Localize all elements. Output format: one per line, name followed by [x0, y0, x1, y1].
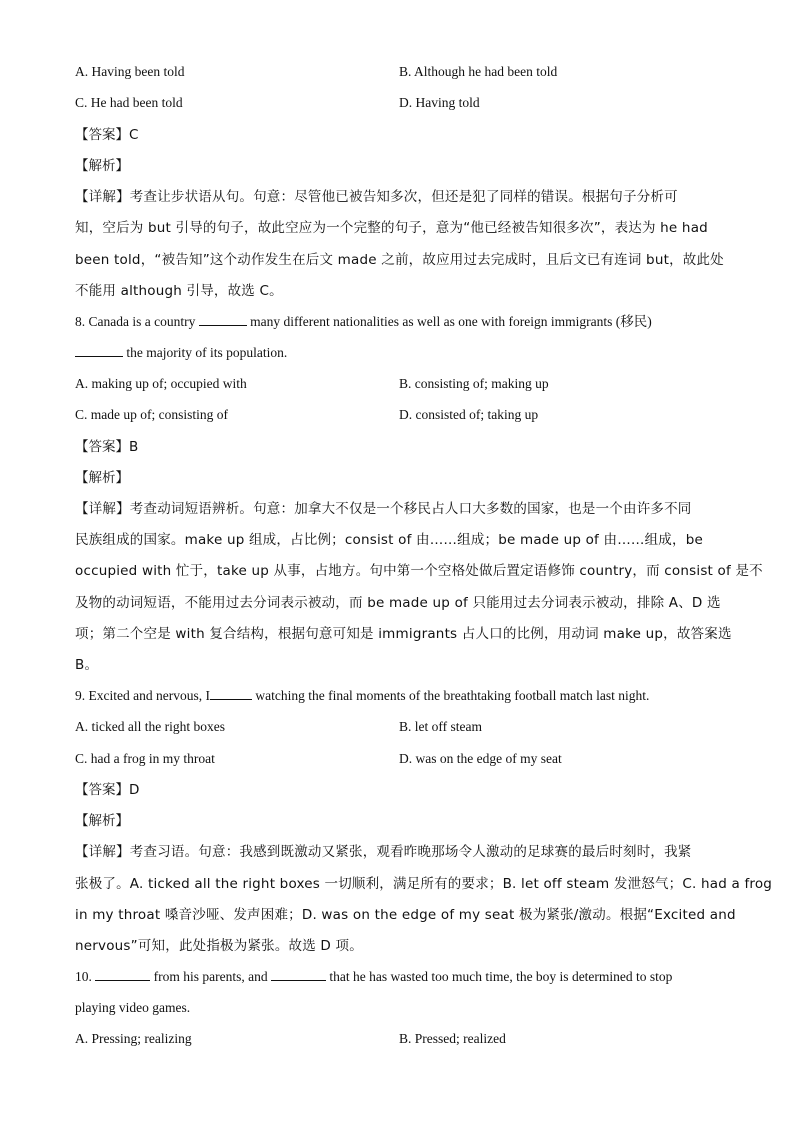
q10-stem-part: 10.: [75, 969, 96, 984]
q9-detail-line: 张极了。A. ticked all the right boxes 一切顺利，满足所有的要求；B. let off steam 发泄怒气；C. had a frog: [75, 876, 773, 892]
q8-option-c: C. made up of; consisting of: [75, 407, 228, 422]
q9-analysis-heading: 【解析】: [75, 813, 129, 829]
q8-option-d: D. consisted of; taking up: [399, 407, 539, 422]
answer-blank: [75, 343, 123, 357]
answer-blank: [199, 312, 247, 326]
answer-blank: [271, 967, 326, 981]
q8-detail-line: 项；第二个空是 with 复合结构，根据句意可知是 immigrants 占人口的比例，用动词 make up，故答案选: [75, 626, 732, 642]
q9-option-c: C. had a frog in my throat: [75, 751, 215, 766]
q9-option-d: D. was on the edge of my seat: [399, 751, 562, 766]
q8-option-b: B. consisting of; making up: [399, 376, 549, 391]
q8-detail-line: B。: [75, 657, 99, 673]
q8-stem-line-2: [75, 343, 720, 363]
q9-option-a: A. ticked all the right boxes: [75, 719, 225, 734]
q7-answer: 【答案】C: [75, 127, 139, 143]
q7-option-c: C. He had been told: [75, 95, 183, 110]
q8-analysis-heading: 【解析】: [75, 470, 129, 486]
q9-detail-line: in my throat 嗓音沙哑、发声困难；D. was on the edge of my seat 极为紧张/激动。根据“Excited and: [75, 907, 736, 923]
q8-detail-line: 民族组成的国家。make up 组成，占比例；consist of 由……组成；be made up of 由……组成，be: [75, 532, 703, 548]
q8-answer: 【答案】B: [75, 439, 139, 455]
answer-blank: [95, 967, 150, 981]
q10-stem-line-2: playing video games.: [75, 1000, 191, 1015]
q8-stem-line-1: [75, 312, 720, 332]
q8-stem-part: 8. Canada is a country: [75, 314, 199, 329]
q10-option-a: A. Pressing; realizing: [75, 1031, 192, 1046]
q10-stem-part: that he has wasted too much time, the boy is determined to stop: [325, 969, 673, 984]
q7-option-a: A. Having been told: [75, 64, 185, 79]
q8-stem-part: many different nationalities as well as one with foreign immigrants (移民): [246, 314, 652, 329]
q8-detail-line: 及物的动词短语，不能用过去分词表示被动，而 be made up of 只能用过去分词表示被动，排除 A、D 选: [75, 595, 721, 611]
q8-detail-line: occupied with 忙于，take up 从事，占地方。句中第一个空格处做后置定语修饰 country，而 consist of 是不: [75, 563, 763, 579]
q10-option-b: B. Pressed; realized: [399, 1031, 506, 1046]
q7-detail-line: 不能用 although 引导，故选 C。: [75, 283, 283, 299]
q9-answer: 【答案】D: [75, 782, 140, 798]
q9-option-b: B. let off steam: [399, 719, 482, 734]
q7-detail-line: been told，“被告知”这个动作发生在后文 made 之前，故应用过去完成时，且后文已有连词 but，故此处: [75, 252, 724, 268]
q7-analysis-heading: 【解析】: [75, 158, 129, 174]
q8-stem-part: the majority of its population.: [123, 345, 288, 360]
q10-stem-line-1: [75, 967, 720, 987]
q7-option-b: B. Although he had been told: [399, 64, 558, 79]
answer-blank: [210, 686, 252, 700]
q7-option-d: D. Having told: [399, 95, 480, 110]
q8-option-a: A. making up of; occupied with: [75, 376, 247, 391]
q9-detail-line: 【详解】考查习语。句意：我感到既激动又紧张，观看昨晚那场令人激动的足球赛的最后时刻时，我紧: [75, 844, 692, 860]
q7-detail-line: 【详解】考查让步状语从句。句意：尽管他已被告知多次，但还是犯了同样的错误。根据句子分析可: [75, 189, 678, 205]
q9-stem-part: watching the final moments of the breathtaking football match last night.: [251, 688, 650, 703]
q9-stem-part: 9. Excited and nervous, I: [75, 688, 210, 703]
q8-detail-line: 【详解】考查动词短语辨析。句意：加拿大不仅是一个移民占人口大多数的国家，也是一个由许多不同: [75, 501, 692, 517]
q9-stem: [75, 686, 720, 706]
q7-detail-line: 知，空后为 but 引导的句子，故此空应为一个完整的句子，意为“他已经被告知很多次”，表达为 he had: [75, 220, 708, 236]
q10-stem-part: from his parents, and: [150, 969, 271, 984]
q9-detail-line: nervous”可知，此处指极为紧张。故选 D 项。: [75, 938, 363, 954]
